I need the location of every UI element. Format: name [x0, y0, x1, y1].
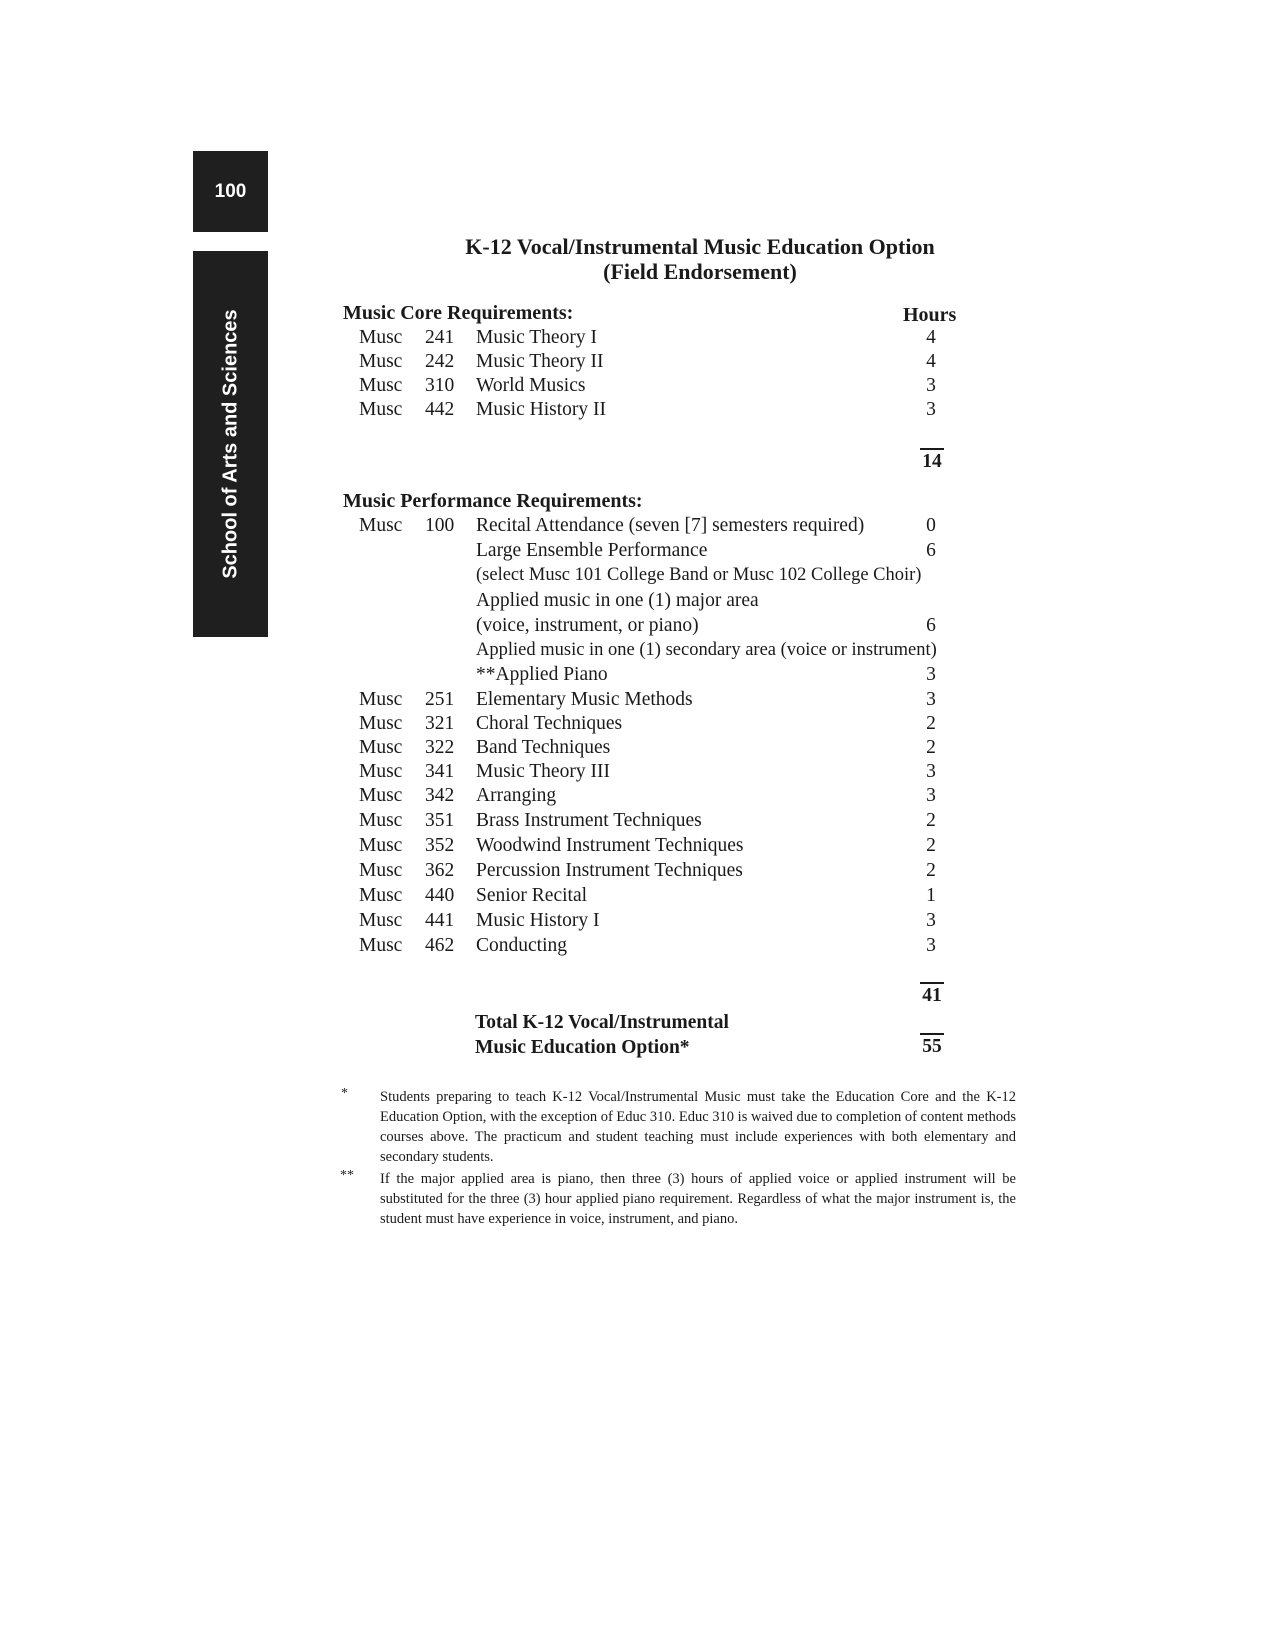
course-title: Music History II [476, 399, 606, 420]
course-title: **Applied Piano [476, 664, 608, 685]
performance-heading: Music Performance Requirements: [343, 490, 643, 512]
table-row [0, 761, 1275, 785]
course-dept: Musc [359, 327, 403, 348]
table-row [0, 515, 1275, 539]
footnote-text: Students preparing to teach K-12 Vocal/Instrumental Music must take the Education Core and the K-12 Education Option, with the exception of Educ 310. Educ 310 is waived due to completion of content methods courses above. The practicum and student teaching must include experiences with both elementary and secondary students. [380, 1089, 1016, 1165]
table-row [0, 935, 1275, 959]
footnote-mark: * [341, 1086, 348, 1101]
page-title: K-12 Vocal/Instrumental Music Education Option [465, 234, 935, 259]
course-hours: 6 [926, 615, 936, 636]
grand-total: 55 [920, 1033, 944, 1058]
course-number: 341 [425, 761, 455, 782]
table-row [0, 713, 1275, 737]
table-row [0, 860, 1275, 884]
course-dept: Musc [359, 737, 403, 758]
course-title: Elementary Music Methods [476, 689, 693, 710]
course-hours: 2 [926, 713, 936, 734]
course-hours: 3 [926, 761, 936, 782]
course-hours: 3 [926, 664, 936, 685]
course-hours: 3 [926, 689, 936, 710]
course-dept: Musc [359, 885, 403, 906]
course-title: World Musics [476, 375, 586, 396]
table-row [0, 615, 1275, 639]
course-dept: Musc [359, 910, 403, 931]
course-number: 242 [425, 351, 455, 372]
course-hours: 0 [926, 515, 936, 536]
course-title: Conducting [476, 935, 567, 956]
table-row [0, 590, 1275, 614]
course-dept: Musc [359, 810, 403, 831]
page-number: 100 [214, 180, 247, 202]
core-heading: Music Core Requirements: [343, 302, 574, 324]
course-hours: 2 [926, 860, 936, 881]
course-dept: Musc [359, 399, 403, 420]
course-hours: 3 [926, 935, 936, 956]
table-row [0, 910, 1275, 934]
table-row [0, 885, 1275, 909]
course-title: Arranging [476, 785, 557, 806]
course-number: 462 [425, 935, 455, 956]
course-hours: 6 [926, 540, 936, 561]
course-dept: Musc [359, 761, 403, 782]
course-dept: Musc [359, 935, 403, 956]
course-title: Band Techniques [476, 737, 611, 758]
course-hours: 2 [926, 737, 936, 758]
table-row [0, 375, 1275, 399]
table-row [0, 399, 1275, 423]
section-label: School of Arts and Sciences [219, 309, 241, 579]
course-title: Music Theory II [476, 351, 604, 372]
table-row [0, 810, 1275, 834]
course-title: Applied music in one (1) major area [476, 590, 759, 611]
course-number: 351 [425, 810, 455, 831]
course-title: Woodwind Instrument Techniques [476, 835, 744, 856]
course-number: 440 [425, 885, 455, 906]
table-row [0, 540, 1275, 564]
course-number: 362 [425, 860, 455, 881]
course-number: 441 [425, 910, 455, 931]
table-row [0, 640, 1275, 664]
course-number: 241 [425, 327, 455, 348]
course-number: 352 [425, 835, 455, 856]
course-title: Music History I [476, 910, 600, 931]
table-row [0, 351, 1275, 375]
course-hours: 3 [926, 785, 936, 806]
table-row [0, 689, 1275, 713]
course-dept: Musc [359, 860, 403, 881]
page-number-tab [193, 151, 268, 232]
footnote-text: If the major applied area is piano, then three (3) hours of applied voice or applied instrument will be substituted for the three (3) hour applied piano requirement. Regardless of what the major instrument is, the student must have experience in voice, instrument, and piano. [380, 1171, 1016, 1227]
course-number: 310 [425, 375, 455, 396]
course-hours: 3 [926, 375, 936, 396]
course-dept: Musc [359, 351, 403, 372]
course-title: Recital Attendance (seven [7] semesters required) [476, 515, 865, 536]
course-title: Music Theory III [476, 761, 610, 782]
course-number: 100 [425, 515, 455, 536]
course-hours: 3 [926, 910, 936, 931]
course-number: 321 [425, 713, 455, 734]
total-label-line2: Music Education Option* [475, 1037, 690, 1058]
hours-heading: Hours [903, 304, 957, 326]
table-row [0, 565, 1275, 589]
total-label-line1: Total K-12 Vocal/Instrumental [475, 1012, 729, 1033]
course-hours: 1 [926, 885, 936, 906]
performance-subtotal: 41 [920, 982, 944, 1007]
course-number: 442 [425, 399, 455, 420]
course-hours: 2 [926, 835, 936, 856]
table-row [0, 835, 1275, 859]
course-number: 251 [425, 689, 455, 710]
course-title: Senior Recital [476, 885, 588, 906]
course-dept: Musc [359, 689, 403, 710]
course-hours: 3 [926, 399, 936, 420]
page-subtitle: (Field Endorsement) [603, 259, 797, 284]
course-title: Applied music in one (1) secondary area (voice or instrument) [476, 640, 937, 660]
course-dept: Musc [359, 515, 403, 536]
course-title: Percussion Instrument Techniques [476, 860, 743, 881]
course-hours: 4 [926, 327, 936, 348]
course-number: 322 [425, 737, 455, 758]
course-hours: 2 [926, 810, 936, 831]
core-subtotal: 14 [920, 448, 944, 473]
course-hours: 4 [926, 351, 936, 372]
course-note: (voice, instrument, or piano) [476, 615, 699, 636]
table-row [0, 664, 1275, 688]
table-row [0, 737, 1275, 761]
course-dept: Musc [359, 713, 403, 734]
course-title: Music Theory I [476, 327, 597, 348]
course-dept: Musc [359, 835, 403, 856]
course-title: Large Ensemble Performance [476, 540, 708, 561]
course-dept: Musc [359, 785, 403, 806]
course-dept: Musc [359, 375, 403, 396]
course-note: (select Musc 101 College Band or Musc 102 College Choir) [476, 565, 922, 585]
course-title: Brass Instrument Techniques [476, 810, 702, 831]
footnote-mark: ** [340, 1168, 354, 1183]
course-title: Choral Techniques [476, 713, 623, 734]
course-number: 342 [425, 785, 455, 806]
table-row [0, 785, 1275, 809]
table-row [0, 327, 1275, 351]
